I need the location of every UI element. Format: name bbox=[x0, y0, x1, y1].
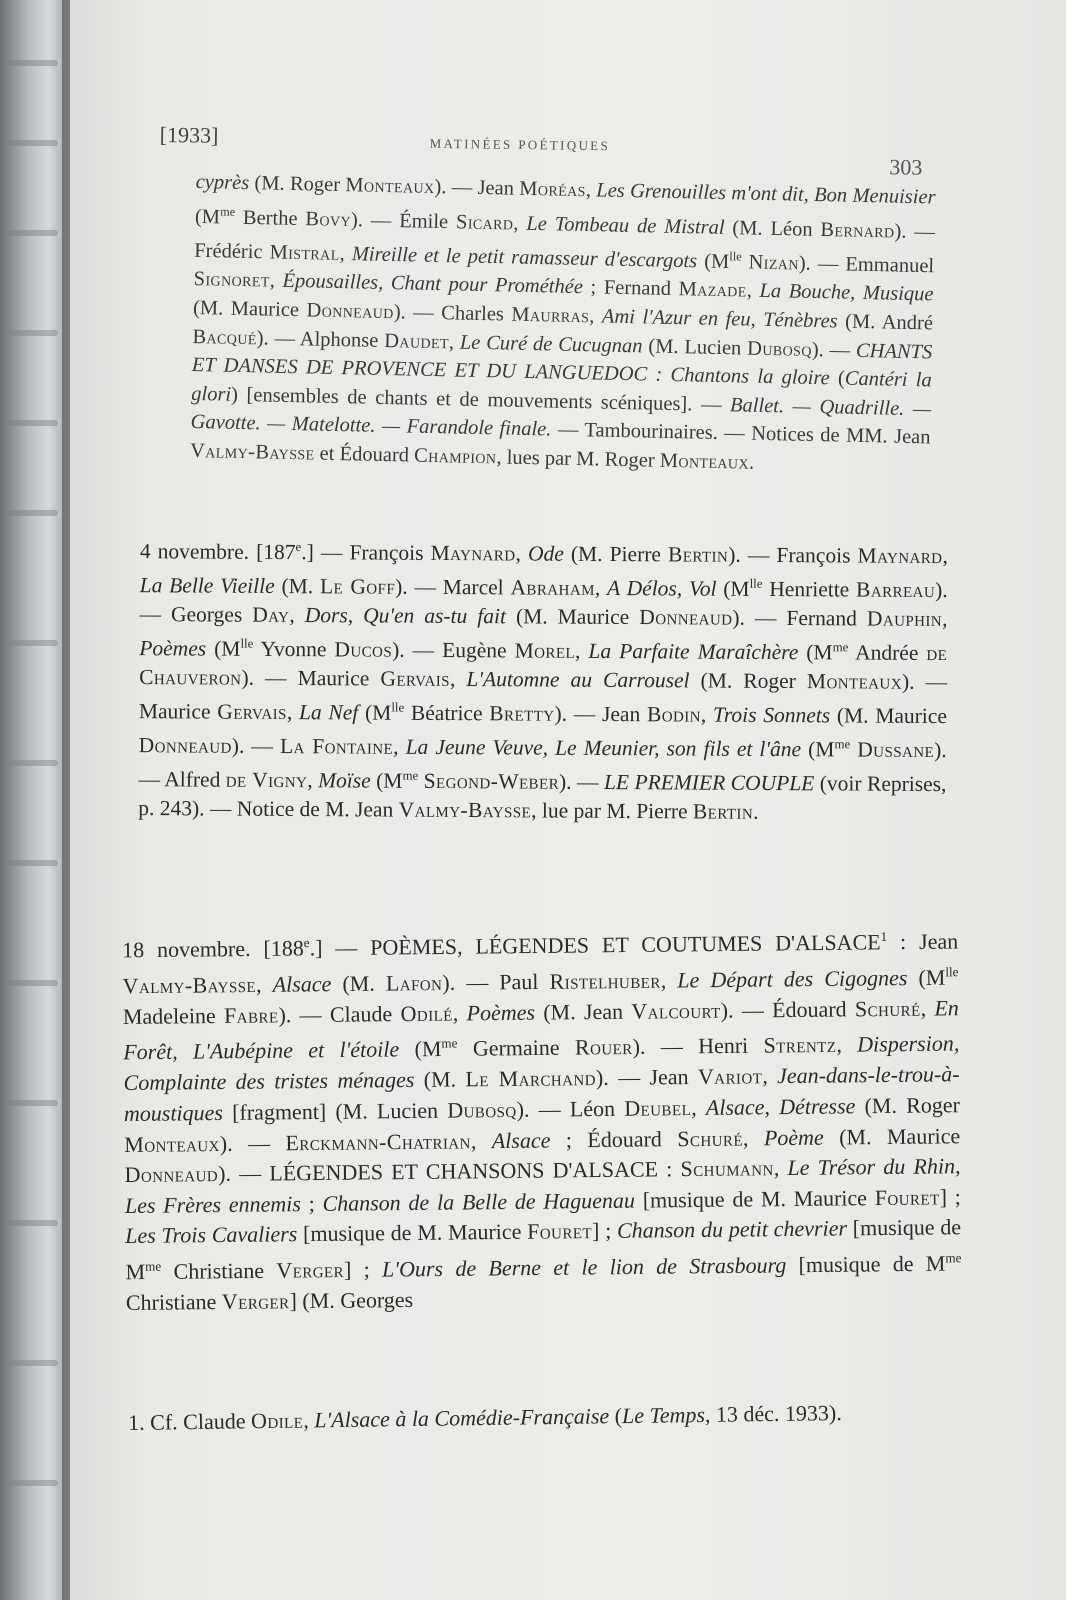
entry-18-novembre-run: ] ; bbox=[591, 1218, 618, 1244]
entry-18-novembre-run: (M bbox=[907, 964, 946, 991]
entry-continued-run: Daudet bbox=[383, 329, 450, 353]
entry-18-novembre-run: [musique de M. Maurice bbox=[634, 1184, 875, 1213]
entry-continued-run: ) [ensembles de chants et de mouvements scéniques]. — bbox=[230, 383, 731, 417]
entry-18-novembre-run: [fragment] (M. Lucien bbox=[222, 1097, 448, 1125]
entry-continued-run: La Bouche, Musique bbox=[759, 280, 934, 306]
entry-18-novembre-run: Verger bbox=[276, 1256, 345, 1283]
entry-continued-run: ). — bbox=[811, 338, 857, 362]
entry-4-novembre-run: (M. bbox=[274, 574, 321, 599]
entry-18-novembre-run: , bbox=[836, 1032, 858, 1058]
entry-continued-run: Valmy-Baysse bbox=[189, 439, 315, 465]
entry-4-novembre-run: (M bbox=[370, 768, 403, 793]
entry-18-novembre-run: Fouret bbox=[527, 1218, 593, 1245]
entry-4-novembre-run: Henriette bbox=[762, 577, 857, 602]
entry-continued-run: — Tambourinaires. — Notices de MM. Jean bbox=[551, 418, 931, 449]
entry-18-novembre-run: En Forêt, L'Aubépine et l'étoile bbox=[123, 995, 959, 1065]
running-title: MATINÉES POÉTIQUES bbox=[429, 135, 611, 154]
entry-18-novembre-run: Poème bbox=[763, 1124, 824, 1150]
entry-4-novembre-run: (voir Reprises, p. 243). — Notice de M. Jean bbox=[138, 771, 947, 822]
entry-continued-run: , bbox=[589, 305, 603, 328]
entry-4-novembre-run: Ducos bbox=[334, 637, 393, 662]
footnote-run: Odile bbox=[250, 1407, 304, 1434]
entry-18-novembre-run: (M. bbox=[331, 970, 386, 997]
header-year: [1933] bbox=[159, 121, 219, 148]
entry-4-novembre-run: Dussane bbox=[857, 737, 935, 763]
entry-4-novembre-run: (M bbox=[798, 640, 833, 665]
entry-4-novembre-run: Bertin bbox=[667, 542, 729, 567]
entry-4-novembre-run: ). — Jean bbox=[554, 701, 648, 727]
entry-18-novembre-run: ). — LÉGENDES ET CHANSONS D'ALSACE : bbox=[218, 1156, 681, 1187]
entry-continued-run: , bbox=[585, 179, 597, 202]
entry-4-novembre-run: , bbox=[286, 700, 300, 725]
entry-4-novembre-run: Bretty bbox=[489, 701, 555, 726]
entry-18-novembre-run: Valmy-Baysse bbox=[122, 971, 257, 999]
entry-18-novembre-run: (M. bbox=[414, 1066, 466, 1093]
entry-4-novembre-run: Trois Sonnets bbox=[713, 702, 831, 728]
entry-4-novembre-run: , bbox=[307, 768, 319, 793]
entry-18-novembre-run: ). — Claude bbox=[278, 1000, 401, 1028]
entry-continued-run: (M bbox=[696, 250, 730, 274]
entry-continued-run: lle bbox=[729, 249, 742, 264]
entry-18-novembre-run: ; bbox=[300, 1190, 323, 1216]
entry-4-novembre-run: Barreau bbox=[856, 577, 936, 603]
entry-4-novembre-run: , bbox=[594, 575, 608, 601]
entry-continued-run: , bbox=[746, 280, 760, 303]
entry-continued-run: Monteaux bbox=[659, 449, 750, 474]
entry-18-novembre-run: Schuré bbox=[677, 1125, 744, 1151]
entry-18-novembre-run: Le Départ des Cigognes bbox=[677, 965, 908, 993]
entry-18-novembre-run: L'Ours de Berne et le lion de Strasbourg bbox=[381, 1252, 787, 1282]
entry-18-novembre-run: Christiane bbox=[125, 1288, 222, 1315]
entry-18-novembre-run: Dubosq bbox=[447, 1096, 517, 1123]
entry-4-novembre-run: .] — François bbox=[301, 540, 431, 565]
entry-continued-run: et Édouard bbox=[314, 442, 415, 467]
entry-18-novembre-run: ). — Édouard bbox=[720, 996, 856, 1023]
entry-4-novembre-run: (M bbox=[358, 700, 392, 725]
entry-4-novembre-run: Dors, Qu'en as-tu fait bbox=[304, 603, 507, 629]
entry-18-novembre-run: me bbox=[945, 1250, 962, 1266]
entry-4-novembre-run: L'Automne au Carrousel bbox=[466, 667, 690, 693]
entry-18-novembre-run: Le Marchand bbox=[465, 1065, 597, 1092]
footnote-run: ( bbox=[608, 1403, 623, 1429]
entry-18-novembre-run: Donneaud bbox=[124, 1161, 219, 1188]
entry-4-novembre-run: (M bbox=[801, 737, 835, 762]
entry-18-novembre-run: , bbox=[742, 1124, 765, 1151]
entry-continued-run: (M. Maurice bbox=[192, 297, 307, 322]
entry-continued-run: (M. André bbox=[837, 310, 934, 335]
entry-4-novembre-run: , bbox=[393, 734, 406, 759]
entry-4-novembre-run: Ode bbox=[527, 541, 564, 566]
entry-continued-run: Le Tombeau de Mistral bbox=[526, 212, 725, 239]
entry-4-novembre-run: , bbox=[700, 702, 714, 727]
entry-continued-run: Champion bbox=[413, 444, 497, 469]
entry-18-novembre-run: Deubel bbox=[624, 1095, 692, 1121]
entry-18-novembre-run: ). — Jean bbox=[595, 1064, 699, 1091]
entry-continued-run: Moréas bbox=[519, 177, 587, 202]
entry-4-novembre-run: (M bbox=[206, 636, 241, 661]
entry-18-novembre-run: Germaine bbox=[457, 1035, 576, 1062]
entry-continued-run: Cantéri la glori bbox=[191, 367, 932, 406]
entry-18-novembre-paragraph bbox=[122, 921, 962, 1318]
entry-18-novembre-run: Le Trésor du Rhin, Les Frères ennemis bbox=[124, 1153, 961, 1218]
entry-continued-run: ( bbox=[829, 367, 846, 390]
entry-18-novembre-run: lle bbox=[945, 964, 959, 980]
entry-continued-run: , bbox=[513, 212, 527, 235]
entry-4-novembre-run: LE PREMIER COUPLE bbox=[603, 770, 815, 796]
entry-4-novembre-run: de Vigny bbox=[225, 767, 308, 793]
entry-continued-run: Les Grenouilles m'ont dit, Bon Menuisier bbox=[596, 179, 936, 209]
entry-continued-run: . bbox=[748, 451, 755, 474]
entry-4-novembre-run: La Parfaite Maraîchère bbox=[588, 638, 799, 665]
entry-continued-run: Donneaud bbox=[306, 299, 395, 324]
entry-continued-run: , lues par M. Roger bbox=[496, 446, 661, 472]
entry-4-novembre-run: Béatrice bbox=[404, 700, 490, 726]
entry-4-novembre-run: Donneaud bbox=[138, 733, 232, 758]
entry-18-novembre-run: 18 novembre. [188 bbox=[122, 935, 304, 963]
entry-4-novembre-run: ). — Marcel bbox=[395, 574, 511, 600]
entry-4-novembre-run: Maynard bbox=[430, 540, 516, 566]
entry-4-novembre-run: , bbox=[515, 541, 529, 566]
entry-4-novembre-run: (M bbox=[716, 576, 750, 601]
entry-18-novembre-run: [musique de M bbox=[125, 1214, 962, 1285]
entry-continued-run: ; Fernand bbox=[582, 276, 679, 301]
entry-continued-run: Dubosq bbox=[746, 337, 813, 361]
entry-4-novembre-paragraph bbox=[138, 532, 948, 828]
entry-18-novembre-run: Chanson du petit chevrier bbox=[616, 1215, 848, 1244]
entry-continued-run: CHANTS ET DANSES DE PROVENCE ET DU LANGUEDOC : Chantons la gloire bbox=[191, 339, 933, 390]
entry-continued-paragraph bbox=[190, 168, 936, 481]
entry-4-novembre-run: 4 novembre. [187 bbox=[139, 539, 296, 565]
entry-4-novembre-run: A Délos, Vol bbox=[607, 576, 717, 601]
entry-18-novembre-run: Jean-dans-le-trou-à-moustiques bbox=[123, 1061, 960, 1126]
entry-18-novembre-run: [musique de M bbox=[786, 1250, 946, 1278]
entry-18-novembre-run: , bbox=[255, 971, 273, 997]
entry-continued-run: ). — Emmanuel bbox=[798, 252, 935, 278]
entry-4-novembre-run: (M. Roger bbox=[689, 668, 808, 694]
entry-18-novembre-run: Rouer bbox=[574, 1034, 633, 1061]
entry-18-novembre-run: Fabre bbox=[223, 1002, 279, 1028]
page-number: 303 bbox=[889, 154, 923, 180]
entry-4-novembre-run: Morel bbox=[514, 638, 576, 663]
entry-continued-run: Épousailles, Chant pour Prométhée bbox=[282, 270, 584, 299]
entry-4-novembre-run: me bbox=[832, 640, 849, 655]
facing-page-edge bbox=[0, 0, 70, 1600]
entry-4-novembre-run: Andrée bbox=[848, 640, 927, 665]
entry-18-novembre-run: , bbox=[452, 1000, 467, 1026]
entry-continued-run: ). — Frédéric bbox=[194, 220, 936, 264]
entry-4-novembre-run: (M. Maurice bbox=[505, 604, 640, 630]
entry-4-novembre-run: (M. Pierre bbox=[563, 541, 669, 567]
entry-18-novembre-run: Lafon bbox=[385, 969, 443, 996]
entry-18-novembre-run: me bbox=[145, 1258, 162, 1274]
entry-4-novembre-run: ). — Maurice bbox=[241, 665, 381, 691]
entry-18-novembre-run: [musique de M. Maurice bbox=[297, 1219, 528, 1247]
entry-continued-run: Ami l'Azur en feu, Ténèbres bbox=[601, 305, 838, 333]
entry-4-novembre-run: ). — Fernand bbox=[732, 605, 867, 631]
entry-continued-run: Signoret bbox=[193, 268, 271, 293]
entry-18-novembre-run: ). — Paul bbox=[442, 968, 550, 995]
entry-continued-run: Le Curé de Cucugnan bbox=[459, 331, 643, 358]
entry-18-novembre-run: : Jean bbox=[887, 928, 959, 955]
entry-4-novembre-run: Maynard bbox=[857, 543, 943, 569]
entry-18-novembre-run: 1 bbox=[880, 928, 888, 945]
entry-4-novembre-run: La Belle Vieille bbox=[139, 573, 275, 599]
entry-4-novembre-run: . bbox=[753, 799, 759, 824]
entry-continued-run: Mireille et le petit ramasseur d'escargots bbox=[351, 243, 698, 273]
entry-continued-run: Monteaux bbox=[345, 174, 435, 198]
entry-4-novembre-run: , bbox=[942, 544, 948, 569]
entry-continued-run: me bbox=[220, 204, 236, 219]
entry-4-novembre-run: de Chauveron bbox=[139, 640, 948, 690]
entry-4-novembre-run: , bbox=[289, 603, 305, 628]
entry-4-novembre-run: e bbox=[295, 539, 302, 554]
entry-18-novembre-run: , bbox=[920, 995, 935, 1021]
entry-18-novembre-run: Schuré bbox=[854, 995, 921, 1022]
entry-18-novembre-run: Monteaux bbox=[124, 1130, 220, 1157]
entry-18-novembre-run: ). — Henri bbox=[632, 1033, 764, 1060]
footnote-run: Le Temps bbox=[621, 1401, 706, 1429]
entry-continued-run: Ballet. — Quadrille. — Gavotte. — Matelotte. — Farandole finale. bbox=[190, 394, 932, 441]
entry-continued-run: (M. Roger bbox=[248, 172, 346, 197]
entry-18-novembre-run: e bbox=[303, 935, 310, 951]
entry-4-novembre-run: , lue par M. Pierre bbox=[531, 798, 694, 824]
entry-4-novembre-run: Donneaud bbox=[639, 605, 733, 630]
entry-continued-run: , bbox=[269, 270, 283, 293]
entry-18-novembre-run: , bbox=[470, 1127, 492, 1153]
entry-18-novembre-run: Ristelhuber bbox=[549, 967, 661, 994]
entry-continued-run: Maurras bbox=[511, 303, 590, 328]
entry-4-novembre-run: ). — Maurice bbox=[138, 669, 948, 724]
entry-4-novembre-run: , bbox=[575, 638, 589, 663]
entry-continued-run: , bbox=[339, 242, 353, 266]
entry-18-novembre-run: ; Édouard bbox=[550, 1125, 678, 1153]
footnote-run: 1. Cf. Claude bbox=[128, 1408, 252, 1435]
entry-4-novembre-run: ). — Alfred bbox=[138, 738, 947, 792]
entry-18-novembre-run: ). — Léon bbox=[516, 1095, 625, 1122]
entry-18-novembre-run: ] (M. Georges bbox=[289, 1286, 414, 1314]
entry-4-novembre-run: Gervais bbox=[217, 699, 287, 725]
entry-4-novembre-run: Gervais bbox=[380, 666, 451, 691]
entry-18-novembre-run: , bbox=[690, 1094, 706, 1121]
entry-continued-run: Mistral bbox=[269, 241, 340, 265]
entry-continued-run: (M bbox=[194, 205, 221, 228]
footnote-run: L'Alsace à la Comédie-Française bbox=[314, 1403, 610, 1433]
entry-4-novembre-run: ). — bbox=[558, 769, 605, 795]
entry-18-novembre-run: Strentz bbox=[763, 1032, 837, 1059]
entry-18-novembre-run: Chanson de la Belle de Haguenau bbox=[322, 1187, 636, 1216]
entry-18-novembre-run: Valcourt bbox=[631, 997, 721, 1024]
entry-4-novembre-run: Dauphin bbox=[866, 606, 943, 632]
entry-continued-run: ). — Jean bbox=[434, 176, 520, 200]
entry-4-novembre-run: Segond-Weber bbox=[423, 769, 560, 794]
entry-continued-run: (M. Lucien bbox=[642, 335, 748, 360]
entry-18-novembre-run: , bbox=[762, 1063, 778, 1089]
entry-18-novembre-run: Alsace, Détresse bbox=[705, 1093, 856, 1120]
entry-continued-run: (M. Léon bbox=[724, 216, 821, 241]
entry-4-novembre-run: , bbox=[942, 607, 948, 632]
entry-18-novembre-run: (M. Roger bbox=[855, 1092, 961, 1119]
entry-4-novembre-run: Valmy-Baysse bbox=[398, 797, 532, 823]
entry-4-novembre-run: me bbox=[402, 768, 419, 783]
entry-continued-run: cyprès bbox=[195, 170, 250, 195]
entry-18-novembre-run: , bbox=[773, 1155, 788, 1181]
entry-continued-run: Mazade bbox=[678, 278, 747, 302]
entry-continued-run: Nizan bbox=[748, 251, 800, 275]
entry-18-novembre-run: ] ; bbox=[343, 1256, 383, 1282]
entry-continued-run: Berthe bbox=[234, 206, 306, 230]
entry-continued-run: Bacqué bbox=[192, 325, 258, 349]
entry-4-novembre-run: ). — bbox=[231, 733, 281, 759]
entry-4-novembre-run: me bbox=[834, 737, 851, 752]
entry-18-novembre-run: Poèmes bbox=[466, 999, 536, 1026]
entry-4-novembre-run: Bertin bbox=[692, 799, 754, 824]
entry-4-novembre-run: lle bbox=[391, 700, 405, 715]
entry-18-novembre-run: Dispersion, Complainte des tristes ménages bbox=[123, 1031, 960, 1096]
entry-4-novembre-run: La Fontaine bbox=[279, 734, 394, 759]
entry-4-novembre-run: Le Goff bbox=[319, 574, 396, 599]
footnote-run: , 13 déc. 1933). bbox=[704, 1400, 842, 1427]
entry-18-novembre-run: Christiane bbox=[161, 1257, 277, 1284]
footnote-run: , bbox=[303, 1407, 315, 1433]
entry-4-novembre-run: ). — François bbox=[728, 542, 858, 568]
entry-18-novembre-run: ). — bbox=[219, 1129, 286, 1156]
entry-18-novembre-run: Erckmann-Chatrian bbox=[285, 1127, 471, 1155]
entry-4-novembre-run: , bbox=[449, 666, 467, 692]
entry-18-novembre-run: (M. Jean bbox=[534, 998, 632, 1025]
entry-18-novembre-run: ] ; bbox=[939, 1183, 961, 1210]
entry-4-novembre-run: Abraham bbox=[510, 575, 595, 600]
entry-18-novembre-run: (M bbox=[399, 1036, 442, 1062]
entry-4-novembre-run: ). — Georges bbox=[139, 578, 948, 627]
entry-18-novembre-run: Verger bbox=[221, 1288, 290, 1314]
entry-18-novembre-run: .] — POÈMES, LÉGENDES ET COUTUMES D'ALSACE bbox=[309, 929, 881, 961]
entry-18-novembre-run: Les Trois Cavaliers bbox=[125, 1221, 298, 1249]
entry-18-novembre-run: Variot bbox=[697, 1063, 763, 1090]
entry-18-novembre-run: Odilé bbox=[400, 1000, 453, 1026]
entry-4-novembre-run: Day bbox=[252, 602, 290, 628]
entry-4-novembre-run: Monteaux bbox=[806, 669, 903, 694]
entry-18-novembre-run: Fouret bbox=[874, 1184, 940, 1210]
entry-4-novembre-run: Yvonne bbox=[253, 636, 335, 662]
entry-continued-run: Bernard bbox=[820, 218, 895, 243]
entry-4-novembre-run: La Nef bbox=[298, 700, 359, 725]
entry-continued-run: , bbox=[448, 330, 461, 354]
entry-18-novembre-run: (M. Maurice bbox=[823, 1122, 961, 1150]
entry-continued-run: ). — Alphonse bbox=[256, 326, 385, 352]
entry-4-novembre-run: (M. Maurice bbox=[830, 703, 947, 729]
entry-18-novembre-run: Alsace bbox=[491, 1127, 551, 1153]
entry-4-novembre-run: Moïse bbox=[318, 768, 371, 793]
entry-18-novembre-run: Schumann bbox=[680, 1155, 774, 1182]
entry-4-novembre-run: lle bbox=[240, 636, 254, 651]
entry-18-novembre-run: Alsace bbox=[272, 971, 332, 997]
entry-4-novembre-run: ). — Eugène bbox=[392, 637, 515, 663]
entry-continued-run: Bovy bbox=[305, 207, 352, 231]
entry-continued-run: Sicard bbox=[455, 210, 514, 235]
entry-18-novembre-run: Madeleine bbox=[122, 1002, 225, 1029]
entry-4-novembre-run: lle bbox=[749, 576, 763, 591]
entry-4-novembre-run: Poèmes bbox=[139, 636, 207, 661]
entry-4-novembre-run: Bodin bbox=[646, 702, 702, 727]
entry-4-novembre-run: La Jeune Veuve, Le Meunier, son fils et l'âne bbox=[405, 734, 802, 762]
entry-continued-run: ). — Charles bbox=[393, 301, 512, 326]
entry-18-novembre-run: , bbox=[660, 967, 678, 993]
entry-continued-run: ). — Émile bbox=[350, 208, 457, 233]
entry-18-novembre-run: me bbox=[441, 1035, 458, 1052]
